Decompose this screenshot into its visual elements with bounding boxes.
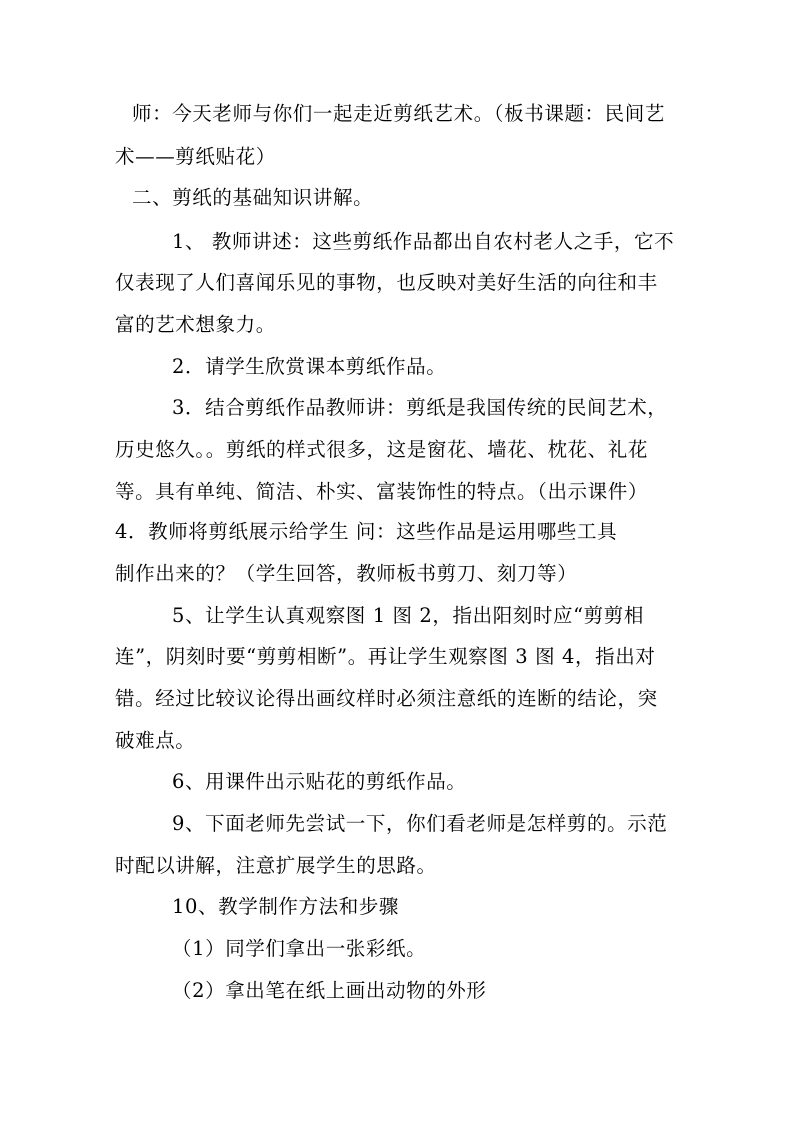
section-heading-2: 二、剪纸的基础知识讲解。 — [132, 186, 374, 209]
text-line-2: 术——剪纸贴花） — [115, 145, 276, 168]
text-line-8: 3．结合剪纸作品教师讲：剪纸是我国传统的民间艺术， — [172, 396, 668, 419]
text-line-1: 师：今天老师与你们一起走近剪纸艺术。（板书课题：民间艺 — [132, 102, 665, 125]
text-line-7: 2．请学生欣赏课本剪纸作品。 — [172, 355, 447, 378]
text-line-21: （1）同学们拿出一张彩纸。 — [172, 937, 427, 960]
text-line-20: 10、教学制作方法和步骤 — [172, 895, 400, 918]
text-line-9: 历史悠久。。剪纸的样式很多，这是窗花、墙花、枕花、礼花 — [115, 438, 648, 461]
text-line-5: 仅表现了人们喜闻乐见的事物，也反映对美好生活的向往和丰 — [115, 271, 658, 294]
text-line-10: 等。具有单纯、简洁、朴实、富装饰性的特点。（出示课件） — [115, 480, 648, 503]
text-line-6: 富的艺术想象力。 — [115, 313, 276, 336]
text-line-19: 时配以讲解，注意扩展学生的思路。 — [115, 854, 437, 877]
text-line-15: 错。经过比较议论得出画纹样时必须注意纸的连断的结论，突 — [115, 687, 658, 710]
text-line-13: 5、让学生认真观察图 1 图 2，指出阳刻时应“剪剪相 — [172, 604, 644, 627]
text-line-18: 9、下面老师先尝试一下，你们看老师是怎样剪的。示范 — [172, 812, 668, 835]
text-line-14: 连”，阴刻时要“剪剪相断”。再让学生观察图 3 图 4，指出对 — [115, 645, 656, 668]
text-line-22: （2）拿出笔在纸上画出动物的外形 — [172, 979, 487, 1002]
text-line-4: 1、 教师讲述：这些剪纸作品都出自农村老人之手，它不 — [172, 230, 675, 253]
text-line-12: 制作出来的？（学生回答，教师板书剪刀、刻刀等） — [115, 562, 578, 585]
text-line-11: 4．教师将剪纸展示给学生 问：这些作品是运用哪些工具 — [115, 520, 618, 543]
text-line-17: 6、用课件出示贴花的剪纸作品。 — [172, 770, 467, 793]
text-line-16: 破难点。 — [115, 729, 196, 752]
